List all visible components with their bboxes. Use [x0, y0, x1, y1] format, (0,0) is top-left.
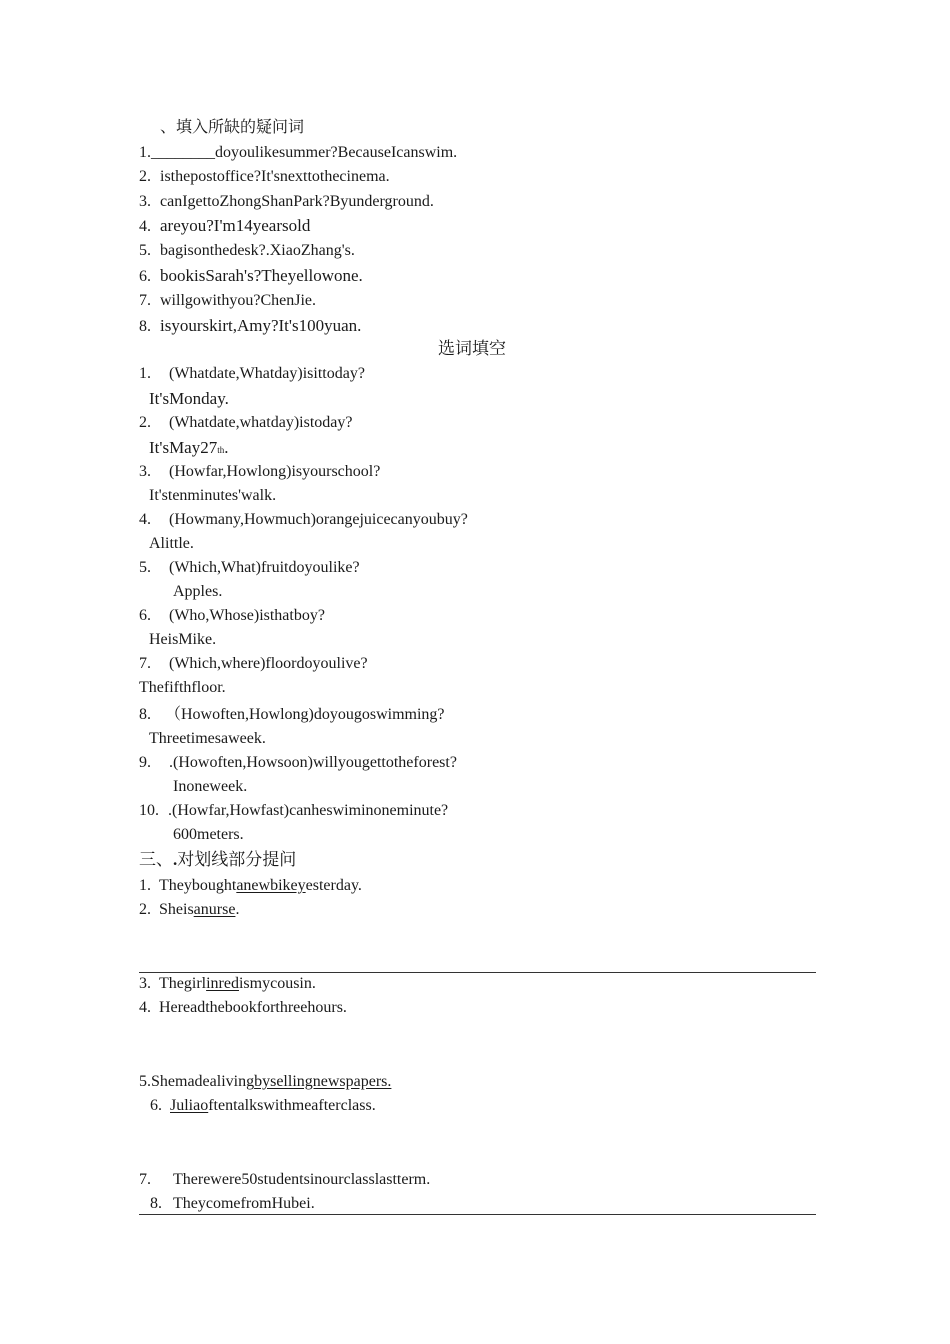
- question-text: willgowithyou?ChenJie.: [160, 292, 316, 309]
- question-text: doyoulikesummer?BecauseIcanswim.: [215, 144, 458, 161]
- question-text: （Howoften,Howlong)doyougoswimming?: [165, 706, 445, 723]
- question-number: 8.: [139, 706, 151, 723]
- s2-question-1: [139, 364, 365, 384]
- s1-question-6: [139, 266, 363, 287]
- question-number: 5.: [139, 242, 151, 259]
- s3-question-2: [139, 900, 239, 920]
- s3-question-4: [139, 998, 347, 1018]
- s3-question-5: [139, 1072, 391, 1092]
- text-after: ftentalkswithmeafterclass.: [208, 1097, 376, 1114]
- answer-blank: ________: [151, 144, 215, 161]
- question-number: 4.: [139, 999, 151, 1016]
- underlined-part: inred: [206, 975, 239, 992]
- question-number: 4.: [139, 511, 151, 528]
- question-text: bookisSarah's?Theyellowone.: [160, 266, 363, 285]
- question-number: 5.: [139, 559, 151, 576]
- question-number: 9.: [139, 754, 151, 771]
- underlined-part: Juliao: [170, 1097, 209, 1114]
- text-before: Shemadealiving: [151, 1073, 255, 1090]
- text-before: Sheis: [159, 901, 194, 918]
- answer-text: It'sMay27: [149, 438, 218, 457]
- question-number: 10.: [139, 802, 159, 819]
- question-number: 7.: [139, 1171, 151, 1188]
- s1-question-1: [139, 143, 457, 163]
- title-text: 对划线部分提问: [177, 850, 297, 869]
- s2-answer-5: Apples.: [173, 583, 223, 600]
- s2-answer-2: [149, 438, 229, 460]
- s2-answer-4: Alittle.: [149, 535, 194, 552]
- question-number: 3.: [139, 193, 151, 210]
- s2-question-9: [139, 753, 457, 773]
- question-text: (Howmany,Howmuch)orangejuicecanyoubuy?: [169, 511, 468, 528]
- question-number: 6.: [150, 1097, 162, 1114]
- s2-answer-8: Threetimesaweek.: [149, 730, 266, 747]
- question-number: 2.: [139, 414, 151, 431]
- question-number: 3.: [139, 463, 151, 480]
- question-text: bagisonthedesk?.XiaoZhang's.: [160, 242, 355, 259]
- s1-question-2: [139, 167, 390, 187]
- title-dot: .: [173, 850, 178, 869]
- question-number: 4.: [139, 218, 151, 235]
- answer-end: .: [224, 438, 229, 457]
- question-text: isyourskirt,Amy?It's100yuan.: [160, 316, 362, 335]
- question-text: .(Howfar,Howfast)canheswiminoneminute?: [168, 802, 449, 819]
- question-text: (Who,Whose)isthatboy?: [169, 607, 325, 624]
- text-after: esterday.: [305, 877, 362, 894]
- text-before: Thegirl: [159, 975, 207, 992]
- question-number: 1.: [139, 144, 151, 161]
- s1-question-4: [139, 216, 310, 237]
- question-number: 2.: [139, 901, 151, 918]
- question-number: 1.: [139, 877, 151, 894]
- s2-answer-10: 600meters.: [173, 826, 244, 843]
- question-text: Therewere50studentsinourclasslastterm.: [173, 1171, 431, 1188]
- text-before: Theybought: [159, 877, 237, 894]
- question-number: 1.: [139, 365, 151, 382]
- s1-question-3: [139, 192, 434, 212]
- s2-answer-1: It'sMonday.: [149, 389, 229, 408]
- question-text: (Whatdate,Whatday)isittoday?: [169, 365, 365, 382]
- s3-question-1: [139, 876, 362, 896]
- underlined-part: anurse: [193, 901, 236, 918]
- s2-answer-6: HeisMike.: [149, 631, 217, 648]
- section-number: 三、: [139, 850, 173, 869]
- question-text: TheycomefromHubei.: [173, 1195, 315, 1212]
- text-after: ismycousin.: [238, 975, 316, 992]
- ordinal-suffix: th: [217, 445, 225, 455]
- s2-answer-9: Inoneweek.: [173, 778, 248, 795]
- s2-question-6: [139, 606, 325, 626]
- question-number: 7.: [139, 655, 151, 672]
- question-number: 7.: [139, 292, 151, 309]
- s2-question-5: [139, 558, 360, 578]
- question-number: 2.: [139, 168, 151, 185]
- s2-question-2: [139, 413, 352, 433]
- question-text: (Howfar,Howlong)isyourschool?: [169, 463, 381, 480]
- question-text: .(Howoften,Howsoon)willyougettotheforest?: [169, 754, 457, 771]
- section-title-question-underlined: [139, 850, 296, 870]
- question-number: 3.: [139, 975, 151, 992]
- question-text: (Which,What)fruitdoyoulike?: [169, 559, 360, 576]
- section-title-fill-question-words: 、填入所缺的疑问词: [160, 119, 305, 136]
- question-text: (Which,where)floordoyoulive?: [169, 655, 368, 672]
- underlined-part: bysellingnewspapers.: [254, 1073, 392, 1090]
- s3-question-6: [150, 1096, 376, 1116]
- question-text: isthepostoffice?It'snexttothecinema.: [160, 168, 390, 185]
- s3-question-7: [139, 1170, 430, 1190]
- answer-line-divider: [139, 972, 816, 973]
- question-number: 6.: [139, 268, 151, 285]
- s2-question-8: [139, 705, 445, 725]
- s1-question-7: [139, 291, 316, 311]
- s2-answer-7: Thefifthfloor.: [139, 679, 226, 696]
- s3-question-3: [139, 974, 316, 994]
- s3-question-8: [150, 1194, 315, 1214]
- s1-question-8: [139, 316, 361, 337]
- section-title-choose-words: 选词填空: [438, 339, 506, 358]
- question-text: canIgettoZhongShanPark?Byunderground.: [160, 193, 434, 210]
- question-text: Hereadthebookforthreehours.: [159, 999, 347, 1016]
- question-text: areyou?I'm14yearsold: [160, 216, 311, 235]
- underlined-part: anewbikey: [236, 877, 306, 894]
- text-after: .: [235, 901, 240, 918]
- s2-question-4: [139, 510, 468, 530]
- s2-question-10: [139, 801, 448, 821]
- s1-question-5: [139, 241, 355, 261]
- s2-question-3: [139, 462, 380, 482]
- question-number: 8.: [150, 1195, 162, 1212]
- question-number: 5.: [139, 1073, 151, 1090]
- question-number: 8.: [139, 318, 151, 335]
- question-number: 6.: [139, 607, 151, 624]
- question-text: (Whatdate,whatday)istoday?: [169, 414, 353, 431]
- s2-answer-3: It'stenminutes'walk.: [149, 487, 277, 504]
- bottom-answer-line: [139, 1214, 816, 1215]
- s2-question-7: [139, 654, 368, 674]
